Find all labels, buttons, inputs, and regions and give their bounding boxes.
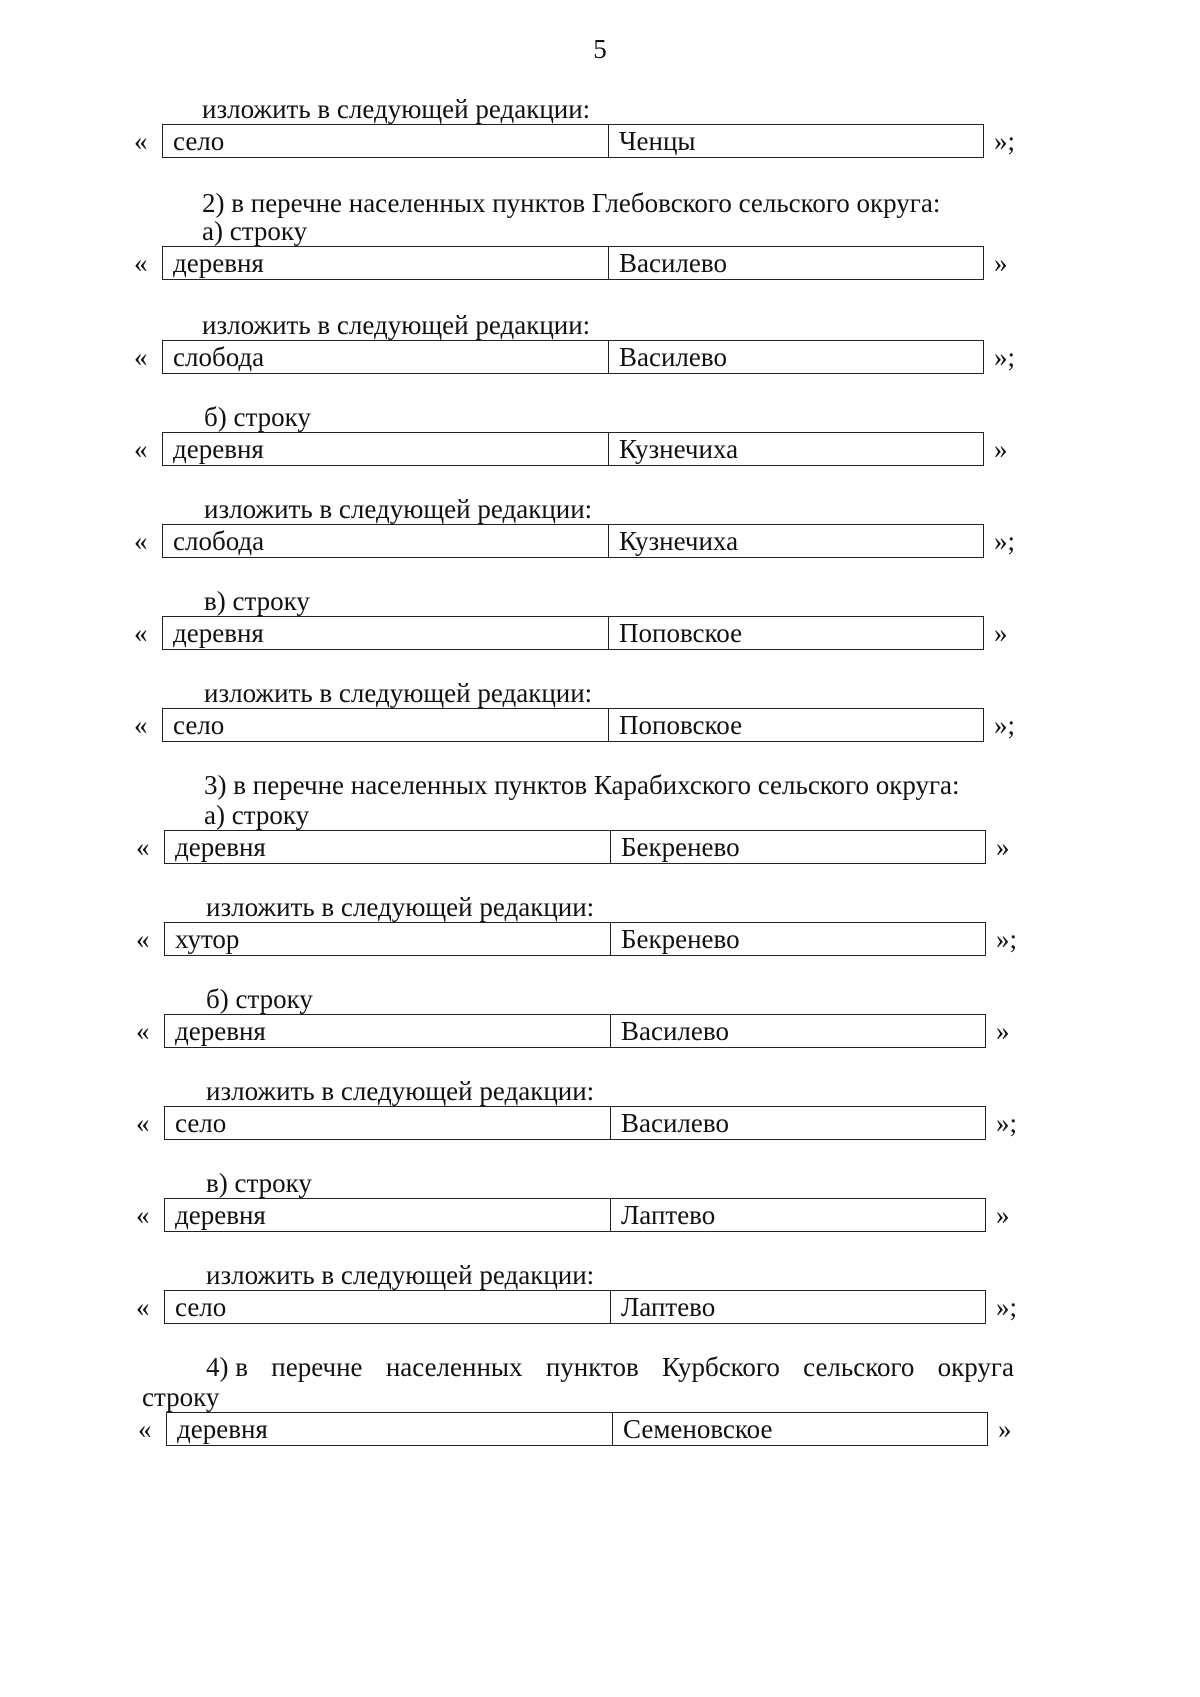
paragraph-word: округа [937,1352,1014,1382]
paragraph-text: изложить в следующей редакции: [206,892,595,922]
close-quote-mark: » [994,434,1008,464]
table-row [136,1290,1026,1326]
paragraph-text: изложить в следующей редакции: [206,1260,595,1290]
open-quote-mark: « [134,434,148,464]
settlement-table [162,340,984,374]
settlement-type-cell: село [165,1291,611,1323]
settlement-name-cell: Василево [621,1016,729,1046]
close-quote-mark: » [998,1414,1012,1444]
table-row [134,340,1024,376]
open-quote-mark: « [134,126,148,156]
settlement-table [162,246,984,280]
settlement-name-cell: Бекренево [621,924,740,954]
settlement-type-cell: хутор [165,923,611,955]
page-number: 5 [593,34,607,64]
paragraph-text: в) строку [204,586,310,616]
table-row [136,1014,1026,1050]
settlement-table [164,1014,986,1048]
settlement-name-cell: Лаптево [621,1200,716,1230]
open-quote-mark: « [134,342,148,372]
close-quote-mark: »; [994,342,1016,372]
paragraph-text: а) строку [202,216,308,246]
table-row [134,524,1024,560]
settlement-name-cell: Поповское [619,710,743,740]
paragraph-continuation: строку [142,1382,220,1412]
close-quote-mark: » [996,832,1010,862]
settlement-table [162,524,984,558]
open-quote-mark: « [136,1016,150,1046]
table-row [136,1106,1026,1142]
open-quote-mark: « [138,1414,152,1444]
open-quote-mark: « [134,526,148,556]
settlement-table [164,1198,986,1232]
paragraph-text: 3) в перечне населенных пунктов Карабихского сельского округа: [204,770,960,800]
settlement-type-cell: село [163,125,609,157]
paragraph-word: Курбского [661,1352,780,1382]
settlement-table [162,616,984,650]
settlement-type-cell: деревня [163,247,609,279]
settlement-table [164,922,986,956]
settlement-type-cell: деревня [163,433,609,465]
open-quote-mark: « [134,248,148,278]
table-row [134,432,1024,468]
paragraph-word: населенных [385,1352,523,1382]
table-row [138,1412,1028,1448]
paragraph-text: б) строку [204,402,311,432]
paragraph-word: перечне [271,1352,363,1382]
settlement-type-cell: деревня [167,1413,613,1445]
open-quote-mark: « [136,1200,150,1230]
close-quote-mark: » [994,248,1008,278]
table-row [134,124,1024,160]
settlement-name-cell: Кузнечиха [619,434,739,464]
settlement-name-cell: Кузнечиха [619,526,739,556]
settlement-name-cell: Лаптево [621,1292,716,1322]
paragraph-text: изложить в следующей редакции: [202,310,591,340]
paragraph-word: сельского [803,1352,915,1382]
close-quote-mark: » [996,1200,1010,1230]
settlement-type-cell: деревня [165,831,611,863]
table-row [134,246,1024,282]
paragraph-text: изложить в следующей редакции: [204,678,593,708]
close-quote-mark: »; [994,126,1016,156]
paragraph-text-justified [206,1354,1014,1381]
close-quote-mark: » [996,1016,1010,1046]
settlement-type-cell: село [165,1107,611,1139]
settlement-table [162,432,984,466]
table-row [134,708,1024,744]
table-row [136,830,1026,866]
open-quote-mark: « [136,1108,150,1138]
settlement-name-cell: Василево [621,1108,729,1138]
settlement-type-cell: деревня [165,1015,611,1047]
open-quote-mark: « [136,832,150,862]
settlement-type-cell: слобода [163,341,609,373]
close-quote-mark: »; [996,1292,1018,1322]
paragraph-text: изложить в следующей редакции: [204,494,593,524]
open-quote-mark: « [136,924,150,954]
close-quote-mark: »; [994,526,1016,556]
paragraph-text: а) строку [204,800,310,830]
settlement-name-cell: Семеновское [623,1414,773,1444]
paragraph-text: изложить в следующей редакции: [206,1076,595,1106]
settlement-name-cell: Василево [619,248,727,278]
settlement-table [162,124,984,158]
table-row [136,922,1026,958]
paragraph-text: 2) в перечне населенных пунктов Глебовского сельского округа: [202,188,941,218]
settlement-table [164,830,986,864]
settlement-table [164,1290,986,1324]
close-quote-mark: »; [996,924,1018,954]
settlement-name-cell: Бекренево [621,832,740,862]
open-quote-mark: « [134,710,148,740]
settlement-table [166,1412,988,1446]
paragraph-text: в) строку [206,1168,312,1198]
settlement-name-cell: Василево [619,342,727,372]
settlement-table [162,708,984,742]
open-quote-mark: « [136,1292,150,1322]
paragraph-text: б) строку [206,984,313,1014]
settlement-name-cell: Поповское [619,618,743,648]
open-quote-mark: « [134,618,148,648]
settlement-name-cell: Ченцы [619,126,696,156]
close-quote-mark: » [994,618,1008,648]
table-row [134,616,1024,652]
settlement-type-cell: слобода [163,525,609,557]
settlement-type-cell: деревня [165,1199,611,1231]
paragraph-text: изложить в следующей редакции: [202,94,591,124]
settlement-type-cell: деревня [163,617,609,649]
settlement-table [164,1106,986,1140]
table-row [136,1198,1026,1234]
paragraph-word: пунктов [545,1352,639,1382]
settlement-type-cell: село [163,709,609,741]
close-quote-mark: »; [994,710,1016,740]
paragraph-word: 4) в [206,1352,248,1382]
close-quote-mark: »; [996,1108,1018,1138]
